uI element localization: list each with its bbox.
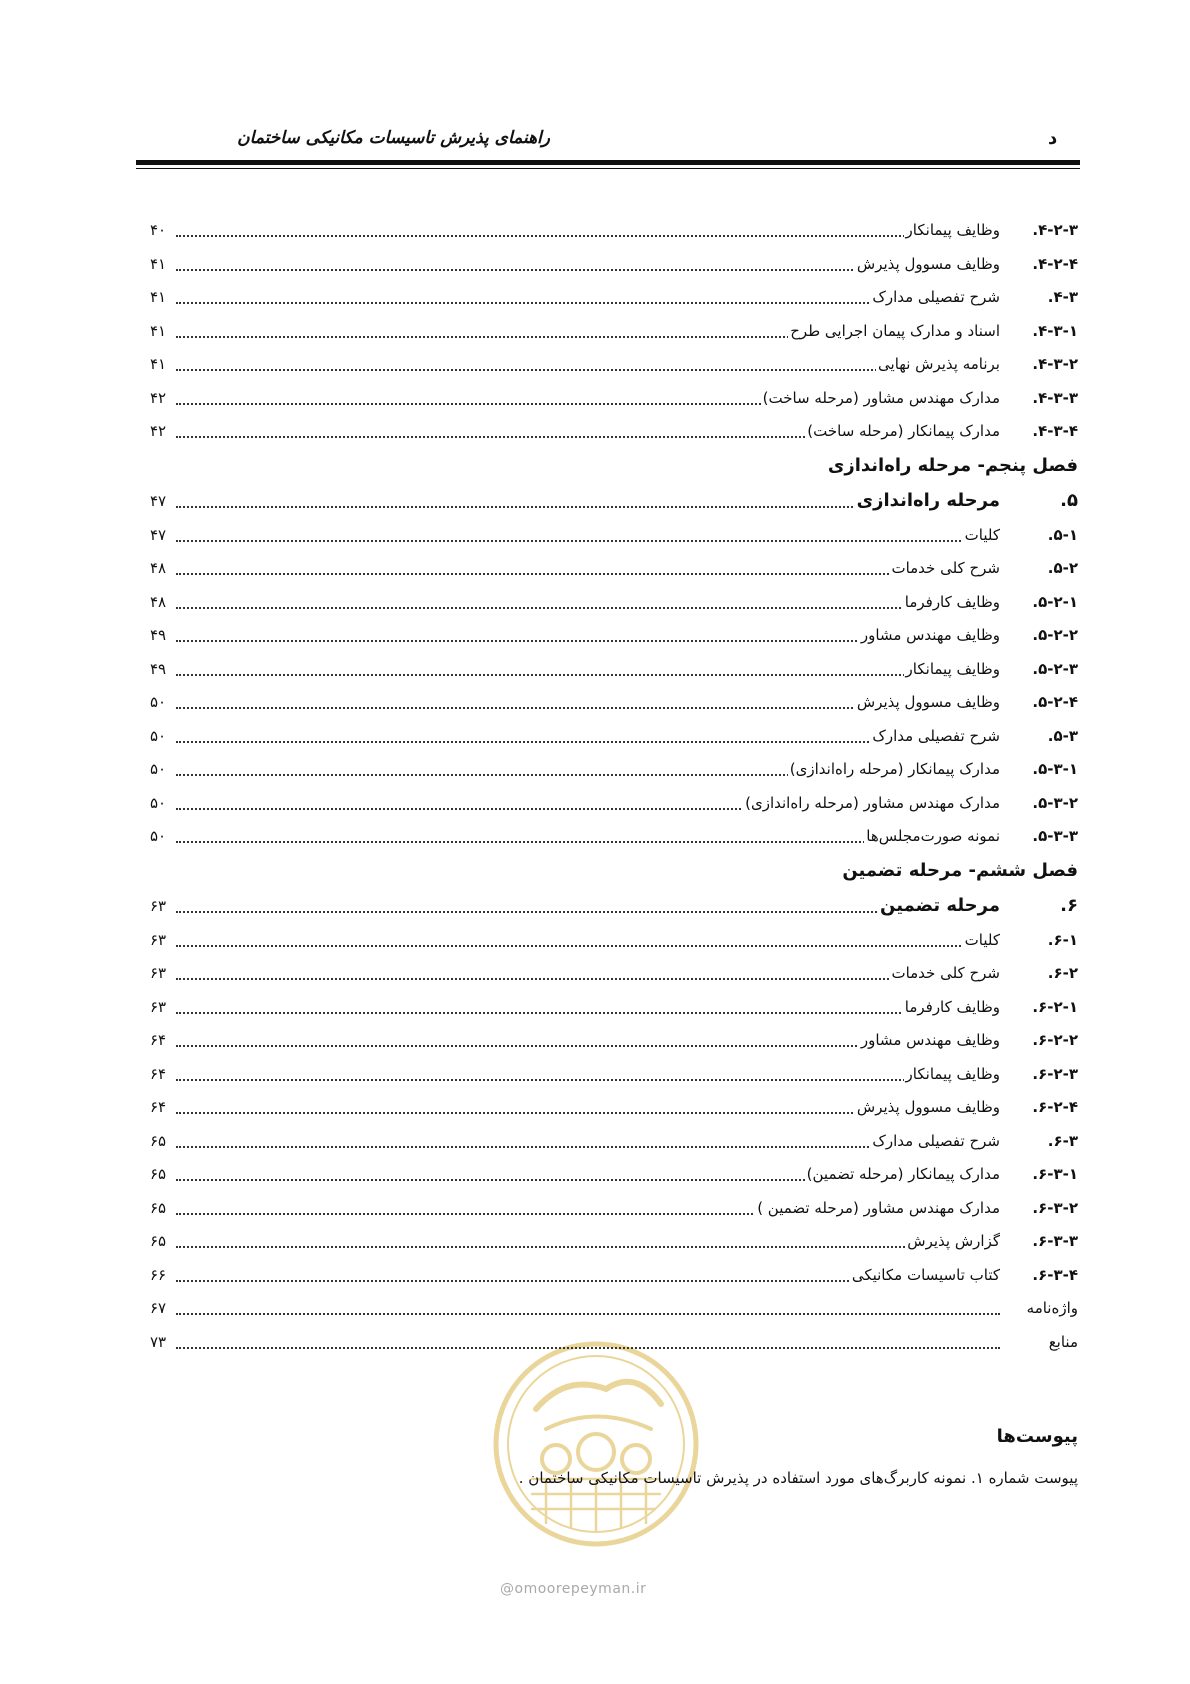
toc-entry-number: ۶-۲-۴. (1032, 1098, 1078, 1116)
toc-page-number: ۵۰ (150, 693, 167, 711)
toc-entry-title: شرح کلی خدمات (891, 559, 1000, 577)
toc-page-number: ۶۴ (150, 1064, 167, 1083)
toc-entry[interactable] (150, 1125, 1078, 1159)
toc-entry-number: ۵-۱. (1047, 525, 1078, 544)
toc-page-number: ۵۰ (150, 793, 167, 812)
toc-page-number: ۴۹ (150, 659, 167, 678)
toc-dot-leader (176, 911, 1000, 913)
toc-dot-leader (176, 978, 1000, 980)
toc-entry[interactable] (150, 1292, 1078, 1326)
toc-entry-title: شرح تفصیلی مدارک (872, 288, 1000, 306)
toc-entry[interactable] (150, 315, 1078, 349)
toc-entry[interactable] (150, 820, 1078, 854)
toc-entry-title: وظایف کارفرما (904, 997, 1000, 1016)
toc-entry-title: وظایف پیمانکار (905, 221, 1000, 239)
toc-entry[interactable] (150, 1058, 1078, 1092)
toc-dot-leader (176, 945, 1000, 947)
toc-page-number: ۶۳ (150, 964, 167, 982)
toc-entry-title: برنامه پذیرش نهایی (878, 355, 1000, 373)
toc-entry-number: ۶-۲-۱. (1032, 997, 1078, 1016)
toc-entry-title: وظایف پیمانکار (905, 659, 1000, 678)
toc-entry-title: گزارش پذیرش (907, 1232, 1000, 1250)
toc-entry-number: ۴-۳-۴. (1032, 422, 1078, 440)
toc-entry-title: واژه‌نامه (1026, 1299, 1078, 1317)
watermark-seal-icon (486, 1334, 706, 1554)
toc-entry[interactable] (150, 653, 1078, 687)
toc-entry-title: کلیات (964, 525, 1000, 544)
toc-entry-number: ۶. (1060, 894, 1078, 916)
toc-page-number: ۴۱ (150, 254, 167, 273)
toc-entry[interactable] (150, 1259, 1078, 1293)
toc-entry[interactable] (150, 248, 1078, 282)
toc-entry-number: ۶-۲-۲. (1032, 1031, 1078, 1049)
toc-page-number: ۵۰ (150, 760, 167, 778)
toc-page-number: ۶۳ (150, 930, 167, 949)
toc-chapter-heading (150, 854, 1078, 890)
toc-entry[interactable] (150, 1091, 1078, 1125)
toc-page-number: ۴۸ (150, 559, 167, 577)
toc-page-number: ۴۱ (150, 288, 167, 306)
toc-entry[interactable] (150, 415, 1078, 449)
toc-entry-title: مدارک مهندس مشاور (مرحله راه‌اندازی) (745, 793, 1000, 812)
toc-dot-leader (176, 674, 1000, 676)
toc-entry[interactable] (150, 586, 1078, 620)
toc-entry-title: وظایف کارفرما (904, 592, 1000, 611)
toc-entry-title: مدارک مهندس مشاور (مرحله ساخت) (762, 388, 1000, 407)
toc-entry-title: وظایف مهندس مشاور (860, 1031, 1000, 1049)
toc-entry[interactable] (150, 720, 1078, 754)
toc-page-number: ۶۳ (150, 997, 167, 1016)
toc-entry-title: وظایف مسوول پذیرش (856, 1098, 1000, 1116)
toc-entry-title: منابع (1048, 1332, 1078, 1351)
toc-entry-number: ۶-۲-۳. (1032, 1064, 1078, 1083)
header-rule-thick (136, 160, 1080, 165)
toc-entry[interactable] (150, 281, 1078, 315)
toc-entry-title: وظایف مهندس مشاور (860, 626, 1000, 644)
toc-page-number: ۶۴ (150, 1098, 167, 1116)
toc-page-number: ۵۰ (150, 827, 167, 845)
toc-dot-leader (176, 1313, 1000, 1315)
toc-entry-title: کلیات (964, 930, 1000, 949)
toc-entry[interactable] (150, 1024, 1078, 1058)
toc-entry-number: ۶-۳-۳. (1032, 1232, 1078, 1250)
toc-entry[interactable] (150, 1158, 1078, 1192)
toc-entry-number: ۵-۲-۴. (1032, 693, 1078, 711)
toc-entry[interactable] (150, 485, 1078, 519)
toc-chapter-title: فصل ششم- مرحله تضمین (842, 859, 1078, 881)
toc-page-number: ۴۷ (150, 491, 167, 510)
toc-entry-number: ۴-۲-۳. (1032, 221, 1078, 239)
toc-entry[interactable] (150, 382, 1078, 416)
toc-entry-title: شرح تفصیلی مدارک (872, 1131, 1000, 1150)
toc-entry[interactable] (150, 619, 1078, 653)
toc-entry-number: ۵-۳-۳. (1032, 827, 1078, 845)
toc-entry-title: اسناد و مدارک پیمان اجرایی طرح (790, 321, 1000, 340)
toc-dot-leader (176, 607, 1000, 609)
watermark-text: @omoorepeyman.ir (500, 1581, 647, 1597)
toc-entry[interactable] (150, 924, 1078, 958)
toc-entry[interactable] (150, 214, 1078, 248)
toc-entry-title: شرح کلی خدمات (891, 964, 1000, 982)
toc-entry-number: ۵-۲-۲. (1032, 626, 1078, 644)
toc-page-number: ۶۴ (150, 1031, 167, 1049)
toc-entry-number: ۶-۱. (1047, 930, 1078, 949)
toc-entry-number: ۵-۲. (1047, 559, 1078, 577)
toc-entry-title: وظایف مسوول پذیرش (856, 254, 1000, 273)
toc-page-number: ۴۷ (150, 525, 167, 544)
running-header-title: راهنمای پذیرش تاسیسات مکانیکی ساختمان (237, 128, 550, 148)
toc-entry-number: ۴-۲-۴. (1032, 254, 1078, 273)
toc-page-number: ۴۲ (150, 388, 167, 407)
toc-dot-leader (176, 540, 1000, 542)
toc-dot-leader (176, 1347, 1000, 1349)
toc-entry-number: ۴-۳. (1047, 288, 1078, 306)
toc-chapter-title: فصل پنجم- مرحله راه‌اندازی (827, 454, 1078, 476)
toc-entry[interactable] (150, 957, 1078, 991)
toc-page-number: ۶۵ (150, 1165, 167, 1183)
toc-entry-number: ۶-۳-۱. (1032, 1165, 1078, 1183)
table-of-contents (150, 214, 1078, 1359)
toc-entry-title: مدارک مهندس مشاور (مرحله تضمین ) (757, 1198, 1000, 1217)
toc-chapter-heading (150, 449, 1078, 485)
toc-entry-title: وظایف پیمانکار (905, 1064, 1000, 1083)
toc-entry-number: ۵-۲-۱. (1032, 592, 1078, 611)
toc-entry-number: ۴-۳-۱. (1032, 321, 1078, 340)
toc-entry[interactable] (150, 787, 1078, 821)
toc-page-number: ۷۳ (150, 1332, 167, 1351)
toc-page-number: ۶۵ (150, 1198, 167, 1217)
toc-entry-title: مرحله تضمین (880, 894, 1000, 916)
toc-page-number: ۴۹ (150, 626, 167, 644)
toc-entry-number: ۶-۳-۲. (1032, 1198, 1078, 1217)
toc-entry-number: ۵-۳. (1047, 726, 1078, 745)
appendix-item[interactable]: پیوست شماره ۱. نمونه کاربرگ‌های مورد استفاده در پذیرش تاسیسات مکانیکی ساختمان . (518, 1469, 1078, 1487)
toc-entry-number: ۶-۲. (1047, 964, 1078, 982)
toc-entry-number: ۴-۳-۲. (1032, 355, 1078, 373)
toc-page-number: ۶۵ (150, 1232, 167, 1250)
toc-entry-title: کتاب تاسیسات مکانیکی (851, 1265, 1000, 1284)
toc-page-number: ۶۷ (150, 1299, 167, 1317)
toc-entry-number: ۶-۳. (1047, 1131, 1078, 1150)
toc-entry-number: ۵. (1060, 489, 1078, 511)
toc-dot-leader (176, 1012, 1000, 1014)
toc-dot-leader (176, 1079, 1000, 1081)
toc-entry-title: شرح تفصیلی مدارک (872, 726, 1000, 745)
toc-entry-title: مدارک پیمانکار (مرحله راه‌اندازی) (789, 760, 1000, 778)
toc-entry-title: نمونه صورت‌مجلس‌ها (866, 827, 1000, 845)
toc-entry[interactable] (150, 348, 1078, 382)
toc-entry[interactable] (150, 753, 1078, 787)
toc-entry[interactable] (150, 991, 1078, 1025)
toc-entry-title: مرحله راه‌اندازی (856, 489, 1000, 511)
toc-entry-number: ۶-۳-۴. (1032, 1265, 1078, 1284)
toc-entry[interactable] (150, 519, 1078, 553)
toc-entry[interactable] (150, 890, 1078, 924)
toc-page-number: ۴۲ (150, 422, 167, 440)
toc-entry[interactable] (150, 1192, 1078, 1226)
toc-page-number: ۴۱ (150, 321, 167, 340)
toc-dot-leader (176, 573, 1000, 575)
toc-entry-title: مدارک پیمانکار (مرحله ساخت) (807, 422, 1000, 440)
toc-entry-title: مدارک پیمانکار (مرحله تضمین) (806, 1165, 1000, 1183)
toc-page-number: ۴۰ (150, 221, 167, 239)
toc-entry-number: ۵-۳-۱. (1032, 760, 1078, 778)
toc-page-number: ۶۵ (150, 1131, 167, 1150)
toc-dot-leader (176, 235, 1000, 237)
page-letter: د (1048, 128, 1058, 149)
toc-entry[interactable] (150, 1225, 1078, 1259)
header-rule-thin (136, 168, 1080, 169)
toc-page-number: ۴۱ (150, 355, 167, 373)
toc-page-number: ۵۰ (150, 726, 167, 745)
toc-entry-number: ۴-۳-۳. (1032, 388, 1078, 407)
toc-page-number: ۶۳ (150, 896, 167, 915)
toc-entry-title: وظایف مسوول پذیرش (856, 693, 1000, 711)
toc-entry[interactable] (150, 552, 1078, 586)
toc-entry-number: ۵-۳-۲. (1032, 793, 1078, 812)
toc-page-number: ۶۶ (150, 1265, 167, 1284)
toc-page-number: ۴۸ (150, 592, 167, 611)
appendix-heading: پیوست‌ها (996, 1426, 1078, 1447)
toc-dot-leader (176, 1246, 1000, 1248)
toc-entry-number: ۵-۲-۳. (1032, 659, 1078, 678)
toc-entry[interactable] (150, 686, 1078, 720)
